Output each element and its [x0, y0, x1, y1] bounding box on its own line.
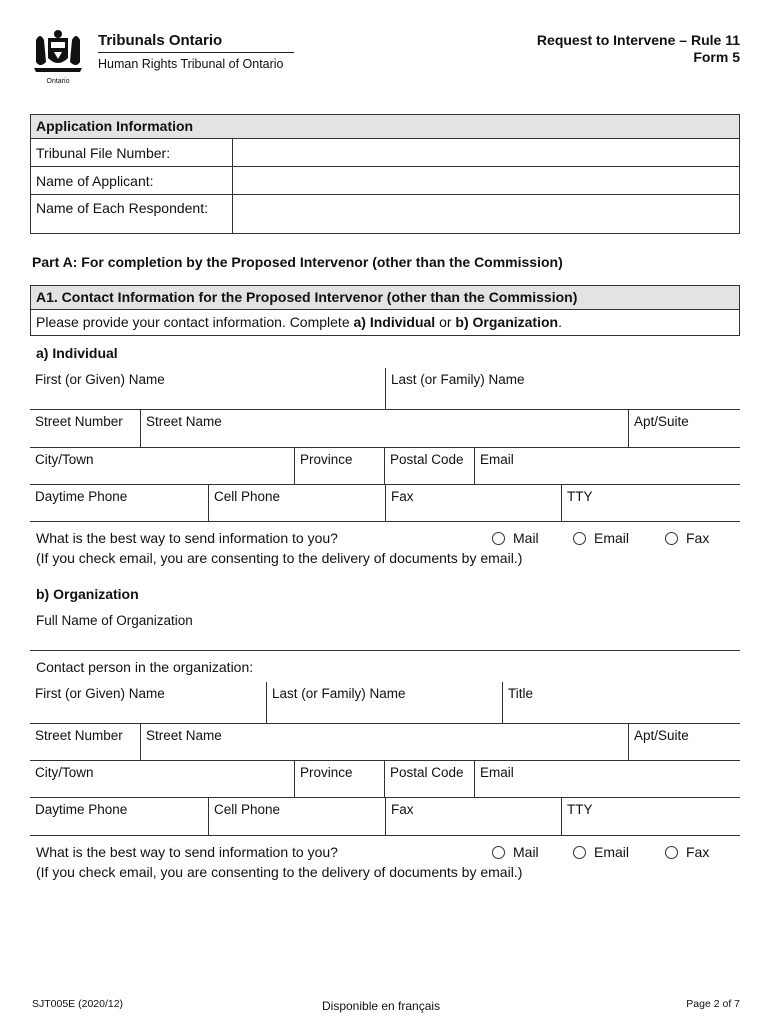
- individual-apt-suite-field[interactable]: Apt/Suite: [628, 410, 740, 447]
- org-radio-fax[interactable]: Fax: [665, 844, 709, 860]
- org-last-name-field[interactable]: Last (or Family) Name: [266, 682, 502, 723]
- individual-delivery-options: [492, 530, 709, 546]
- individual-radio-mail[interactable]: Mail: [492, 530, 573, 546]
- a1-section-box: [30, 285, 740, 336]
- org-postal-code-field[interactable]: Postal Code: [384, 761, 474, 797]
- french-availability: Disponible en français: [322, 999, 441, 1013]
- org-daytime-phone-field[interactable]: Daytime Phone: [35, 802, 128, 817]
- radio-circle-icon[interactable]: [665, 846, 678, 859]
- org-tty-field[interactable]: TTY: [561, 798, 740, 835]
- individual-postal-code-field[interactable]: Postal Code: [384, 448, 474, 484]
- form-header: [30, 28, 740, 88]
- org-contact-name-row: [30, 682, 740, 724]
- form-code: SJT005E (2020/12): [32, 998, 124, 1010]
- form-number: Form 5: [693, 49, 740, 65]
- tribunal-file-number-field[interactable]: [233, 139, 739, 166]
- org-first-name-field[interactable]: First (or Given) Name: [35, 686, 165, 701]
- individual-fax-field[interactable]: Fax: [385, 485, 561, 521]
- org-name: Tribunals Ontario: [98, 32, 223, 49]
- individual-radio-fax[interactable]: Fax: [665, 530, 709, 546]
- ontario-coat-of-arms-icon: [30, 28, 86, 86]
- form-title: Request to Intervene – Rule 11: [536, 32, 740, 48]
- radio-circle-icon[interactable]: [573, 532, 586, 545]
- part-a-heading: Part A: For completion by the Proposed Intervenor (other than the Commission): [32, 254, 563, 270]
- form-title-block: [537, 32, 740, 66]
- org-phone-row: [30, 798, 740, 836]
- org-delivery-options: [492, 844, 709, 860]
- org-cell-phone-field[interactable]: Cell Phone: [208, 798, 385, 835]
- individual-radio-email[interactable]: Email: [573, 530, 665, 546]
- individual-first-name-field[interactable]: First (or Given) Name: [35, 372, 165, 387]
- individual-street-row: [30, 410, 740, 448]
- applicant-name-row: [31, 167, 739, 195]
- org-radio-email[interactable]: Email: [573, 844, 665, 860]
- individual-city-field[interactable]: City/Town: [35, 452, 94, 467]
- radio-circle-icon[interactable]: [665, 532, 678, 545]
- respondent-name-label: Name of Each Respondent:: [31, 195, 233, 233]
- org-title-field[interactable]: Title: [502, 682, 740, 723]
- individual-last-name-field[interactable]: Last (or Family) Name: [385, 368, 740, 409]
- individual-daytime-phone-field[interactable]: Daytime Phone: [35, 489, 128, 504]
- application-info-heading: Application Information: [31, 115, 739, 139]
- contact-person-label: Contact person in the organization:: [36, 659, 254, 675]
- individual-name-row: [30, 368, 740, 410]
- org-city-field[interactable]: City/Town: [35, 765, 94, 780]
- respondent-name-field[interactable]: [233, 195, 739, 233]
- respondent-name-row: [31, 195, 739, 233]
- tribunal-file-number-row: [31, 139, 739, 167]
- individual-subtitle: a) Individual: [36, 345, 118, 361]
- applicant-name-field[interactable]: [233, 167, 739, 194]
- applicant-name-label: Name of Applicant:: [31, 167, 233, 194]
- individual-email-consent: (If you check email, you are consenting to the delivery of documents by email.): [36, 550, 523, 566]
- logo-caption: Ontario: [46, 78, 70, 85]
- org-fax-field[interactable]: Fax: [385, 798, 561, 835]
- radio-circle-icon[interactable]: [492, 532, 505, 545]
- radio-circle-icon[interactable]: [573, 846, 586, 859]
- radio-circle-icon[interactable]: [492, 846, 505, 859]
- individual-tty-field[interactable]: TTY: [561, 485, 740, 521]
- individual-phone-row: [30, 485, 740, 522]
- individual-province-field[interactable]: Province: [294, 448, 384, 484]
- org-street-row: [30, 724, 740, 761]
- org-street-number-field[interactable]: Street Number: [35, 728, 123, 743]
- individual-delivery-question: What is the best way to send information to you? (If you check email, you are consenting to the delivery of documents by email.): [36, 530, 523, 566]
- org-subtitle: Human Rights Tribunal of Ontario: [98, 57, 284, 71]
- individual-city-row: [30, 448, 740, 485]
- org-city-row: [30, 761, 740, 798]
- org-email-consent: (If you check email, you are consenting to the delivery of documents by email.): [36, 864, 523, 880]
- organization-subtitle: b) Organization: [36, 586, 139, 602]
- individual-cell-phone-field[interactable]: Cell Phone: [208, 485, 385, 521]
- header-divider: [98, 52, 294, 53]
- org-radio-mail[interactable]: Mail: [492, 844, 573, 860]
- page-number: Page 2 of 7: [686, 998, 740, 1010]
- a1-instruction: Please provide your contact information. Complete a) Individual or b) Organization.: [36, 314, 562, 330]
- organization-full-name-field[interactable]: Full Name of Organization: [30, 609, 740, 651]
- org-email-field[interactable]: Email: [474, 761, 740, 797]
- individual-street-number-field[interactable]: Street Number: [35, 414, 123, 429]
- org-apt-suite-field[interactable]: Apt/Suite: [628, 724, 740, 760]
- tribunal-file-number-label: Tribunal File Number:: [31, 139, 233, 166]
- org-province-field[interactable]: Province: [294, 761, 384, 797]
- a1-heading: A1. Contact Information for the Proposed Intervenor (other than the Commission): [31, 286, 739, 310]
- org-street-name-field[interactable]: Street Name: [140, 724, 628, 760]
- individual-street-name-field[interactable]: Street Name: [140, 410, 628, 447]
- application-info-table: [30, 114, 740, 234]
- individual-email-field[interactable]: Email: [474, 448, 740, 484]
- org-delivery-question: What is the best way to send information to you? (If you check email, you are consenting to the delivery of documents by email.): [36, 844, 523, 880]
